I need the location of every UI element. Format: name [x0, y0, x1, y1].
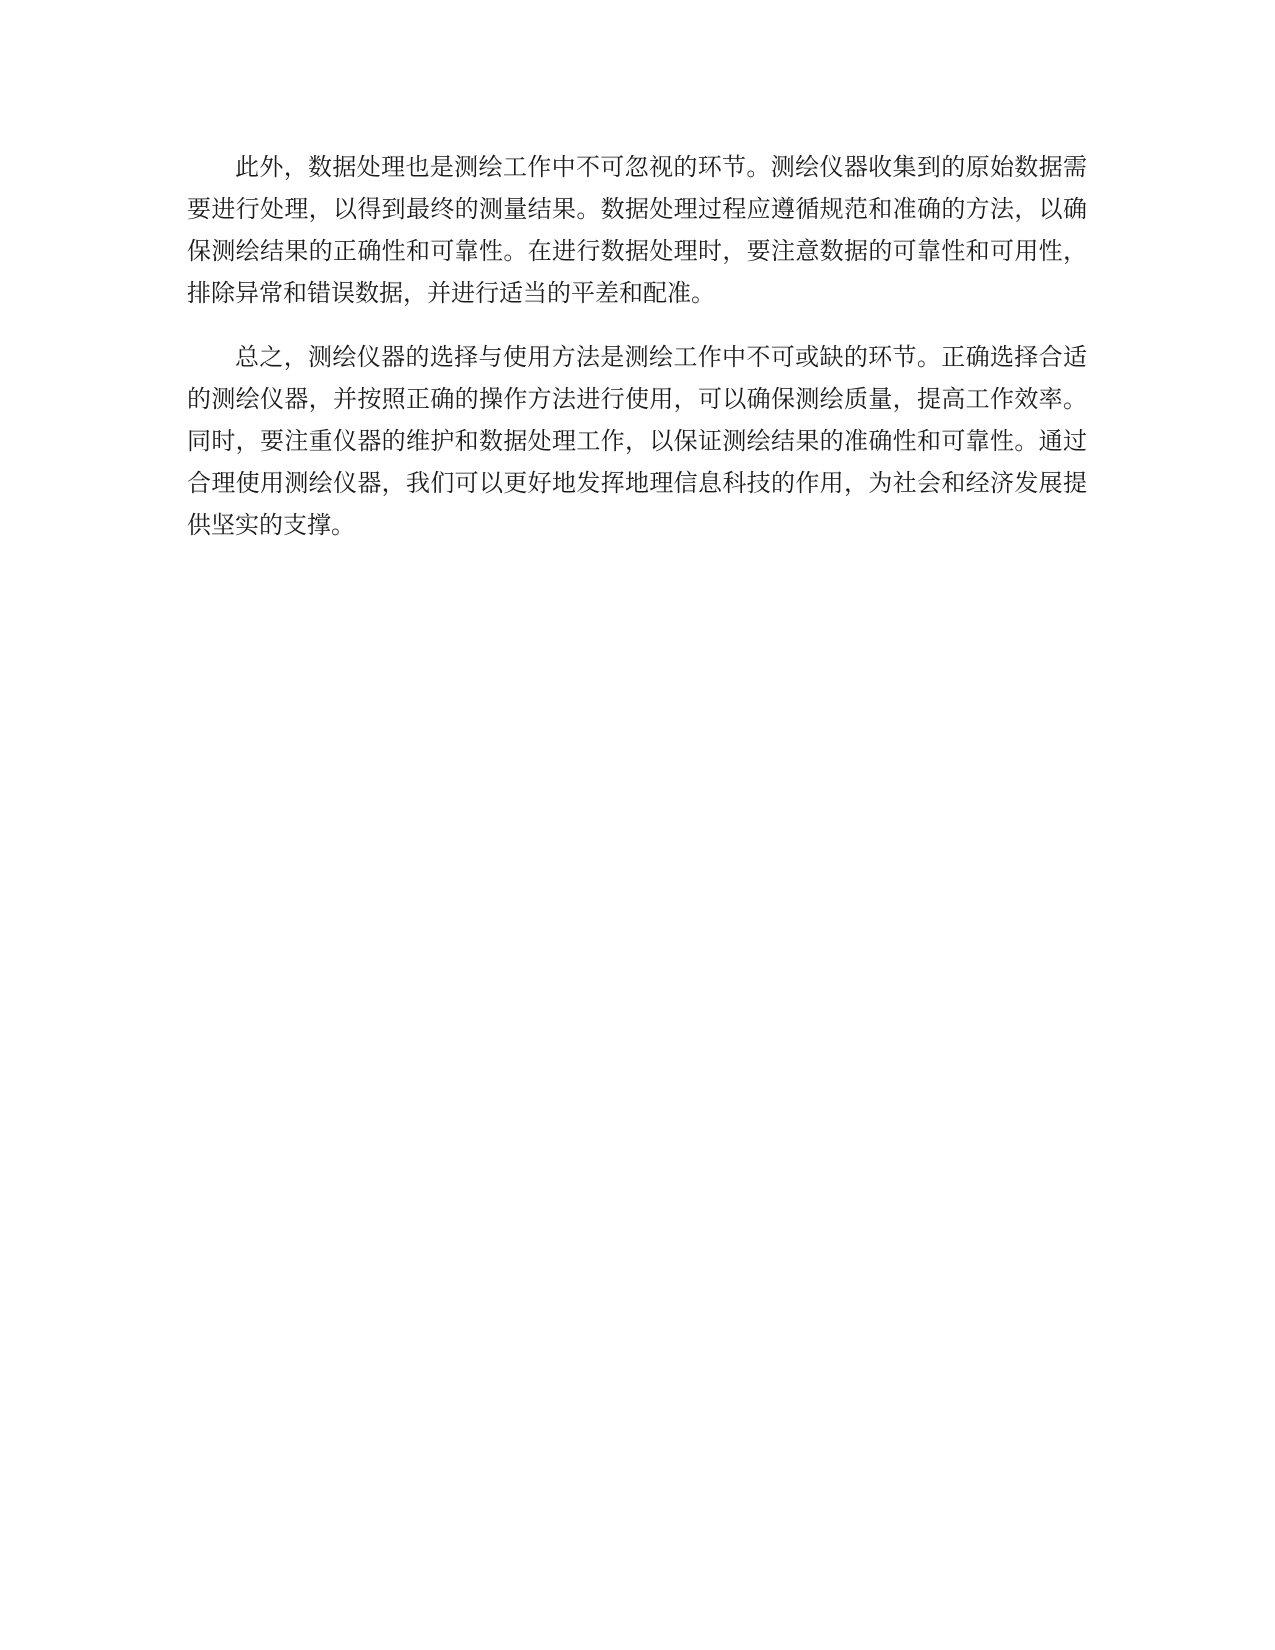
- paragraph-conclusion: 总之，测绘仪器的选择与使用方法是测绘工作中不可或缺的环节。正确选择合适的测绘仪器，并按照正确的操作方法进行使用，可以确保测绘质量，提高工作效率。同时，要注重仪器的维护和数据处理工作，以保证测绘结果的准确性和可靠性。通过合理使用测绘仪器，我们可以更好地发挥地理信息科技的作用，为社会和经济发展提供坚实的支撑。: [187, 343, 1087, 539]
- document-body: [187, 146, 1087, 568]
- paragraph-data-processing: 此外，数据处理也是测绘工作中不可忽视的环节。测绘仪器收集到的原始数据需要进行处理，以得到最终的测量结果。数据处理过程应遵循规范和准确的方法，以确保测绘结果的正确性和可靠性。在进行数据处理时，要注意数据的可靠性和可用性，排除异常和错误数据，并进行适当的平差和配准。: [187, 153, 1087, 307]
